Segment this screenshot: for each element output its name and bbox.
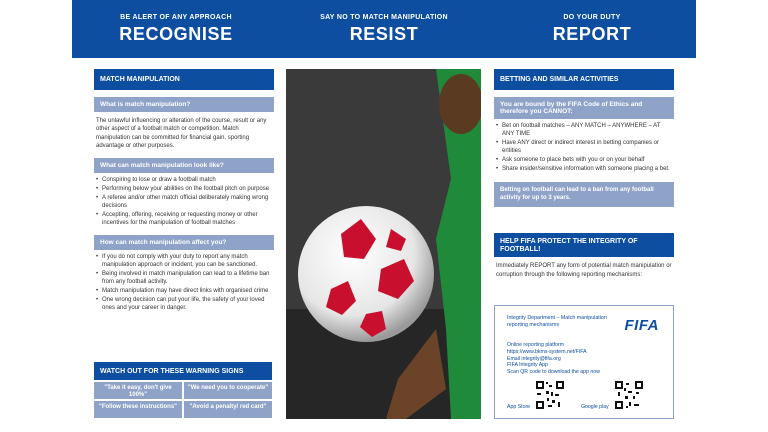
banner-subtitle: SAY NO TO MATCH MANIPULATION [320,14,448,21]
help-text: Immediately REPORT any form of potential match manipulation or corruption through the following reporting mechanisms: [496,263,672,278]
banner-subtitle: DO YOUR DUTY [563,14,621,21]
reporting-line: FIFA Integrity App [507,362,548,369]
warning-grid [94,382,272,418]
ban-warning-note: Betting on football can lead to a ban from any football activity for up to 3 years. [494,182,674,207]
subheader-look-like: What can match manipulation look like? [94,158,274,173]
list-item: • Match manipulation may have direct links with organised crime [96,288,272,296]
list-item: • Performing below your abilities on the football pitch on purpose [96,186,272,194]
google-play-label: Google play [581,404,609,410]
subheader-what-is: What is match manipulation? [94,97,274,112]
app-store-qr-code-icon[interactable] [535,380,565,410]
warning-header: WATCH OUT FOR THESE WARNING SIGNS [94,362,272,380]
list-item: • If you do not comply with your duty to report any match manipulation approach or incident, you can be sanctioned. [96,254,272,270]
list-item: • Share insider/sensitive information with someone placing a bet. [496,166,672,174]
warning-sign: "Follow these instructions" [94,401,182,418]
affect-list [94,250,274,313]
top-banner [72,0,696,58]
help-header: HELP FIFA PROTECT THE INTEGRITY OF FOOTBALL! [494,233,674,257]
photo-illustration [286,69,481,419]
list-item: • Have ANY direct or indirect interest in betting companies or entities [496,140,672,156]
banner-title: RESIST [349,24,419,44]
list-item: • One wrong decision can put your life, the safety of your loved ones and your career in danger. [96,297,272,313]
list-item: • Conspiring to lose or draw a football match [96,177,272,185]
bound-by-code-note: You are bound by the FIFA Code of Ethics and therefore you CANNOT: [494,97,674,119]
banner-recognise [72,0,280,58]
banner-subtitle: BE ALERT OF ANY APPROACH [120,14,232,21]
list-item: • Ask someone to place bets with you or on your behalf [496,157,672,165]
reporting-line: Online reporting platform [507,342,565,348]
banner-report [488,0,696,58]
banner-title: RECOGNISE [119,24,233,44]
list-item: • Being involved in match manipulation can lead to a lifetime ban from any football activity. [96,271,272,287]
warning-sign: "Avoid a penalty/ red card" [184,401,272,418]
reporting-email-link[interactable]: Email integrity@fifa.org [507,355,561,362]
google-play-qr-code-icon[interactable] [614,380,644,410]
list-item: • A referee and/or other match official deliberately making wrong decisions [96,195,272,211]
fifa-logo: FIFA [624,317,659,334]
help-fifa-section [494,233,674,279]
reporting-info [507,342,600,376]
section-header-betting: BETTING AND SIMILAR ACTIVITIES [494,69,674,90]
banner-title: REPORT [552,24,632,44]
left-column [94,69,274,314]
section-header-match-manipulation: MATCH MANIPULATION [94,69,274,90]
player-ball-photo [286,69,481,419]
warning-sign: "We need you to cooperate" [184,382,272,399]
reporting-url-link[interactable]: https://www.bkms-system.net/FIFA [507,348,587,355]
reporting-mechanisms-box [494,305,674,419]
list-item: • Bet on football matches – ANY MATCH – ANYWHERE – AT ANY TIME [496,123,672,139]
look-like-list [94,173,274,228]
warning-sign: "Take it easy, don't give 100%" [94,382,182,399]
betting-rules-list [494,119,674,174]
definition-text: The unlawful influencing or alteration of the course, result or any other aspect of a football match or competition. Match manipulation can be committed for financial gain, sporting advantage or other purposes. [96,118,267,150]
banner-resist [280,0,488,58]
app-store-label: App Store [507,404,531,410]
right-column [494,69,674,279]
head-shape [439,74,481,134]
subheader-affect: How can match manipulation affect you? [94,235,274,250]
reporting-box-heading: Integrity Department – Match manipulation reporting mechanisms [507,315,607,328]
list-item: • Accepting, offering, receiving or requesting money or other incentives for the manipulation of football matches [96,212,272,228]
warning-signs-panel [94,362,272,418]
reporting-line: Scan QR code to download the app now [507,369,600,376]
